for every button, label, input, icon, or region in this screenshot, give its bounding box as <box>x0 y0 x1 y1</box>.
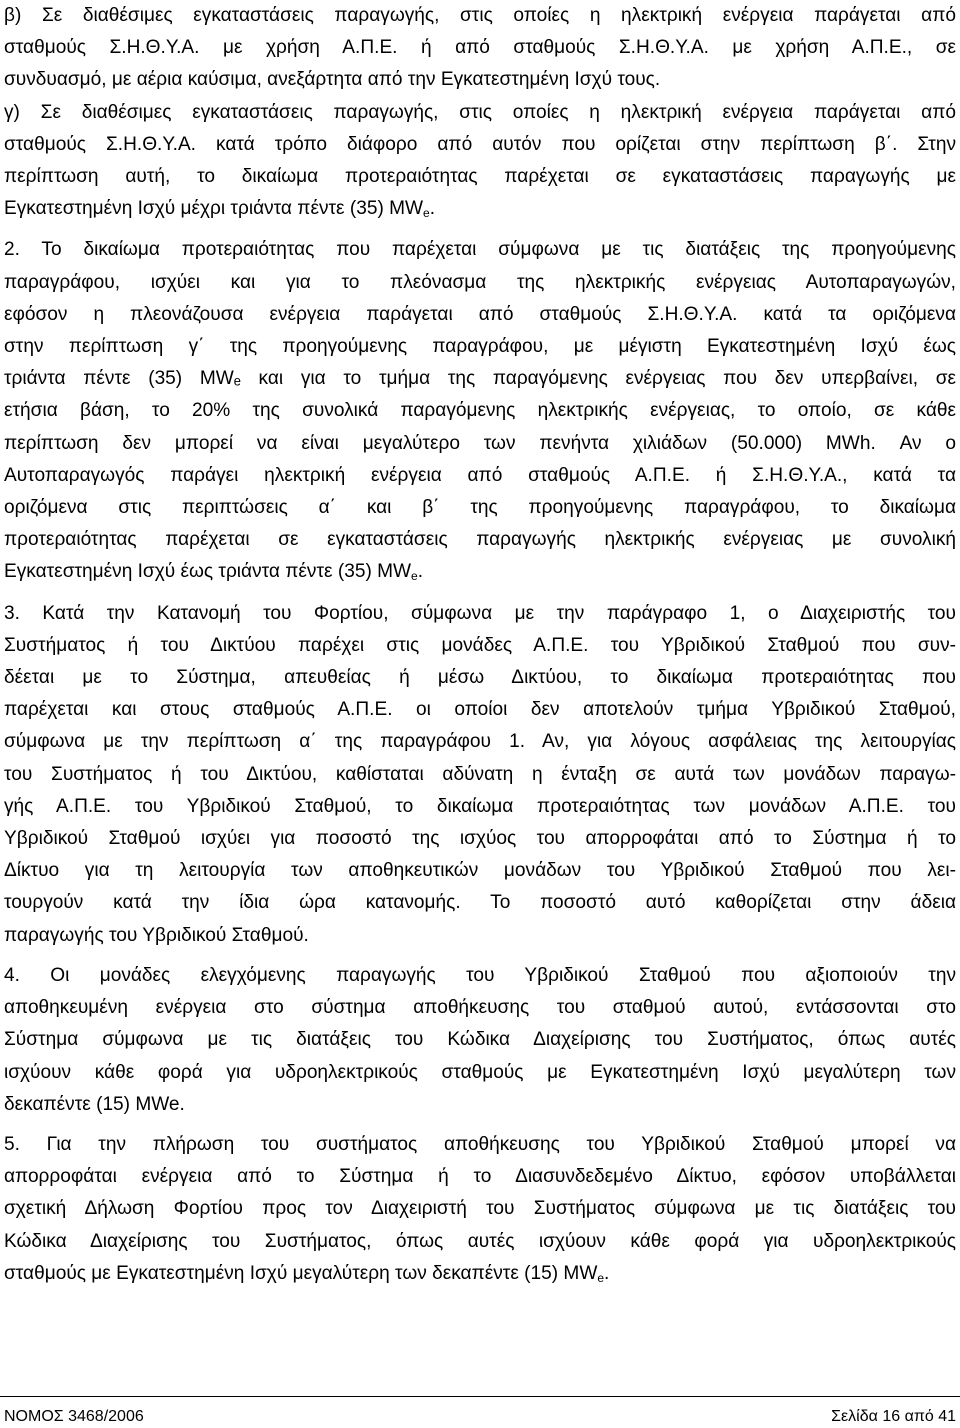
text-line: 3. Κατά την Κατανομή του Φορτίου, σύμφωνα με την παράγραφο 1, ο Διαχειριστής του <box>4 602 956 624</box>
text-line: περίπτωση δεν μπορεί να είναι μεγαλύτερο των πενήντα χιλιάδων (50.000) MWh. Αν ο <box>4 432 956 454</box>
footer-law-number: ΝΟΜΟΣ 3468/2006 <box>4 1408 144 1425</box>
paragraph-1-beta <box>4 0 956 97</box>
text-segment: σταθμούς με Εγκατεστημένη Ισχύ μεγαλύτερη των δεκαπέντε (15) MW <box>4 1262 598 1284</box>
text-line: τουργούν κατά την ίδια ώρα κατανομής. Το ποσοστό αυτό καθορίζεται στην άδεια <box>4 892 956 914</box>
text-segment: . <box>429 198 436 220</box>
text-line: Σύστημα σύμφωνα με τις διατάξεις του Κώδικα Διαχείρισης του Συστήματος, όπως αυτές <box>4 1029 956 1051</box>
text-line: 2. Το δικαίωμα προτεραιότητας που παρέχεται σύμφωνα με τις διατάξεις της προηγούμενης <box>4 239 956 261</box>
text-line-last <box>4 556 956 589</box>
text-line: Υβριδικού Σταθμού ισχύει για ποσοστό της ισχύος του απορροφάται από το Σύστημα ή το <box>4 828 956 850</box>
text-line: προτεραιότητας παρέχεται σε εγκαταστάσεις παραγωγής ηλεκτρικής ενέργειας με συνολική <box>4 529 956 551</box>
paragraph-4 <box>4 960 956 1121</box>
text-line: απορροφάται ενέργεια από το Σύστημα ή το Διασυνδεδεμένο Δίκτυο, εφόσον υποβάλλεται <box>4 1166 956 1188</box>
text-line: σταθμούς Σ.Η.Θ.Υ.Α. κατά τρόπο διάφορο από αυτόν που ορίζεται στην περίπτωση β΄. Στην <box>4 133 956 155</box>
text-line: συνδυασμό, με αέρια καύσιμα, ανεξάρτητα από την Εγκατεστημένη Ισχύ τους. <box>4 69 661 91</box>
text-line: ισχύουν κάθε φορά για υδροηλεκτρικούς σταθμούς με Εγκατεστημένη Ισχύ μεγαλύτερη των <box>4 1061 956 1083</box>
page-footer <box>4 1408 956 1426</box>
subscript-e: e <box>597 1270 605 1285</box>
text-line: σύμφωνα με την περίπτωση α΄ της παραγράφου 1. Αν, για λόγους ασφάλειας της λειτουργίας <box>4 731 956 753</box>
text-line: εφόσον η πλεονάζουσα ενέργεια παράγεται από σταθμούς Σ.Η.Θ.Υ.Α. κατά τα οριζόμενα <box>4 303 956 325</box>
text-line: Αυτοπαραγωγός παράγει ηλεκτρική ενέργεια από σταθμούς Α.Π.Ε. ή Σ.Η.Θ.Υ.Α., κατά τα <box>4 464 956 486</box>
text-line: Συστήματος ή του Δικτύου παρέχει στις μονάδες Α.Π.Ε. του Υβριδικού Σταθμού που συν- <box>4 634 956 656</box>
paragraph-1-gamma <box>4 97 956 227</box>
text-line: σταθμούς Σ.Η.Θ.Υ.Α. με χρήση Α.Π.Ε. ή από σταθμούς Σ.Η.Θ.Υ.Α. με χρήση Α.Π.Ε., σε <box>4 37 956 59</box>
text-line: δέεται με το Σύστημα, απευθείας ή μέσω Δικτύου, το δικαίωμα προτεραιότητας που <box>4 667 956 689</box>
text-line: Κώδικα Διαχείρισης του Συστήματος, όπως αυτές ισχύουν κάθε φορά για υδροηλεκτρικούς <box>4 1230 956 1252</box>
text-line: σχετική Δήλωση Φορτίου προς τον Διαχειριστή του Συστήματος σύμφωνα με τις διατάξεις του <box>4 1198 956 1220</box>
text-segment: Εγκατεστημένη Ισχύ μέχρι τριάντα πέντε (35) MW <box>4 198 424 220</box>
footer-divider <box>0 1396 960 1397</box>
document-page <box>4 0 956 1291</box>
text-line: Δίκτυο για τη λειτουργία των αποθηκευτικών μονάδων του Υβριδικού Σταθμού που λει- <box>4 860 956 882</box>
text-line: παραγωγής του Υβριδικού Σταθμού. <box>4 924 309 946</box>
subscript-e: e <box>423 206 430 221</box>
text-line: β) Σε διαθέσιμες εγκαταστάσεις παραγωγής, στις οποίες η ηλεκτρική ενέργεια παράγεται από <box>4 5 956 26</box>
text-line: 4. Οι μονάδες ελεγχόμενης παραγωγής του Υβριδικού Σταθμού που αξιοποιούν την <box>4 964 956 986</box>
text-segment: . <box>417 561 424 583</box>
text-line: περίπτωση αυτή, το δικαίωμα προτεραιότητας παρέχεται σε εγκαταστάσεις παραγωγής με <box>4 166 956 188</box>
text-line: 5. Για την πλήρωση του συστήματος αποθήκευσης του Υβριδικού Σταθμού μπορεί να <box>4 1133 956 1155</box>
text-line: δεκαπέντε (15) MWe. <box>4 1093 185 1115</box>
text-line: στην περίπτωση γ΄ της προηγούμενης παραγράφου, με μέγιστη Εγκατεστημένη Ισχύ έως <box>4 336 956 358</box>
text-line-last <box>4 1258 956 1291</box>
text-line: τριάντα πέντε (35) MWₑ και για το τμήμα της παραγόμενης ενέργειας που δεν υπερβαίνει, σε <box>4 368 956 390</box>
subscript-e: e <box>411 569 418 584</box>
text-line: παραγράφου, ισχύει και για το πλεόνασμα της ηλεκτρικής ενέργειας Αυτοπαραγωγών, <box>4 271 956 293</box>
paragraph-5 <box>4 1129 956 1291</box>
text-line: αποθηκευμένη ενέργεια στο σύστημα αποθήκευσης του σταθμού αυτού, εντάσσονται στο <box>4 997 956 1019</box>
text-line: γ) Σε διαθέσιμες εγκαταστάσεις παραγωγής, στις οποίες η ηλεκτρική ενέργεια παράγεται από <box>4 101 956 123</box>
text-segment: . <box>604 1262 610 1284</box>
text-segment: Εγκατεστημένη Ισχύ έως τριάντα πέντε (35) MW <box>4 561 412 583</box>
paragraph-2 <box>4 234 956 589</box>
text-line: παρέχεται και στους σταθμούς Α.Π.Ε. οι οποίοι δεν αποτελούν τμήμα Υβριδικού Σταθμού, <box>4 699 956 721</box>
text-line-last <box>4 193 956 226</box>
text-line: του Συστήματος ή του Δικτύου, καθίσταται αδύνατη η ένταξη σε αυτά των μονάδων παραγω- <box>4 763 956 785</box>
text-line: οριζόμενα στις περιπτώσεις α΄ και β΄ της προηγούμενης παραγράφου, το δικαίωμα <box>4 497 956 519</box>
paragraph-3 <box>4 598 956 952</box>
text-line: ετήσια βάση, το 20% της συνολικά παραγόμενης ηλεκτρικής ενέργειας, το οποίο, σε κάθε <box>4 400 956 422</box>
text-line: γής Α.Π.Ε. του Υβριδικού Σταθμού, το δικαίωμα προτεραιότητας των μονάδων Α.Π.Ε. του <box>4 795 956 817</box>
footer-page-number: Σελίδα 16 από 41 <box>831 1408 956 1425</box>
